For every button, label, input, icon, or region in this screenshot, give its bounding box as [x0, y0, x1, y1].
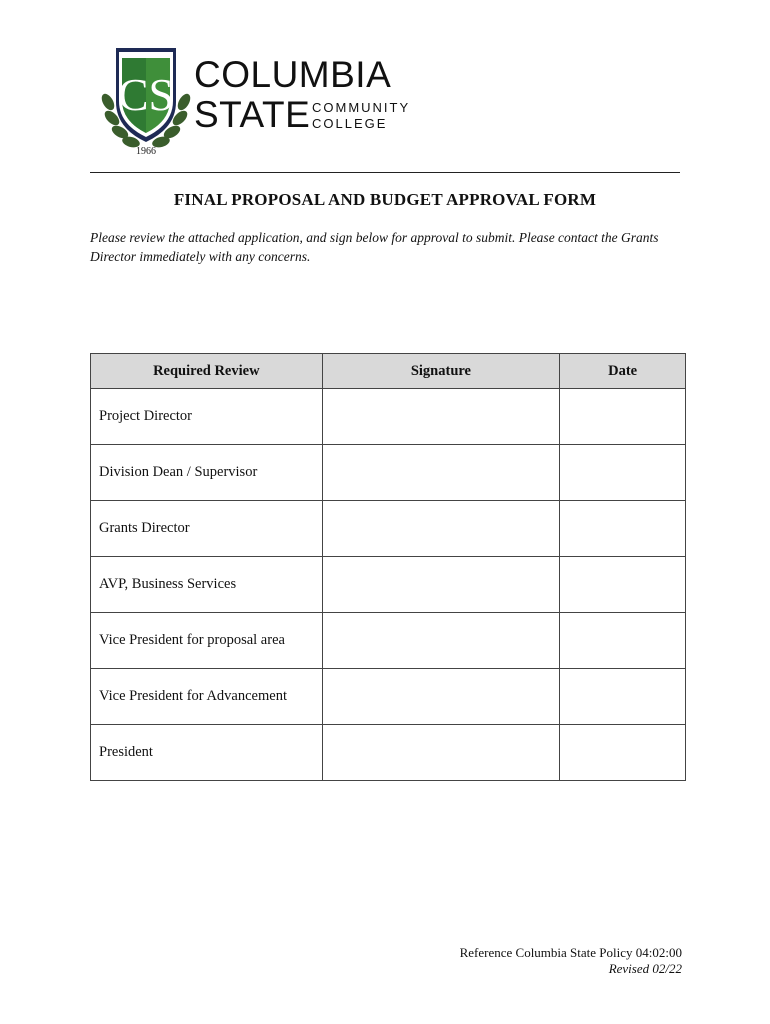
college-logo: [100, 44, 411, 162]
wordmark-college: COLLEGE: [312, 116, 388, 131]
column-header-signature: Signature: [322, 354, 560, 389]
table-row: [91, 501, 686, 557]
table-row: [91, 389, 686, 445]
shield-emblem-icon: [100, 44, 192, 162]
table-row: [91, 613, 686, 669]
signature-field[interactable]: [322, 557, 560, 613]
footer: [460, 945, 682, 977]
role-cell: AVP, Business Services: [91, 557, 323, 613]
established-year: 1966: [136, 146, 156, 157]
intro-instructions: Please review the attached application, and sign below for approval to submit. Please contact the Grants Director immediately with any concerns.: [90, 230, 659, 264]
signature-field[interactable]: [322, 501, 560, 557]
column-header-required-review: Required Review: [91, 354, 323, 389]
wordmark-state: STATE: [194, 94, 311, 135]
role-cell: President: [91, 725, 323, 781]
policy-reference: Reference Columbia State Policy 04:02:00: [459, 945, 682, 960]
signature-field[interactable]: [322, 389, 560, 445]
date-field[interactable]: [560, 389, 686, 445]
table-header-row: [91, 354, 686, 389]
wordmark-community-college: [312, 100, 410, 132]
column-header-date: Date: [560, 354, 686, 389]
date-field[interactable]: [560, 445, 686, 501]
table-row: [91, 669, 686, 725]
role-cell: Project Director: [91, 389, 323, 445]
date-field[interactable]: [560, 725, 686, 781]
approval-table: [90, 353, 686, 781]
monogram: CS: [117, 69, 175, 120]
table-row: [91, 557, 686, 613]
role-cell: Vice President for Advancement: [91, 669, 323, 725]
revision-date: Revised 02/22: [608, 961, 682, 976]
role-cell: Grants Director: [91, 501, 323, 557]
signature-field[interactable]: [322, 613, 560, 669]
signature-field[interactable]: [322, 669, 560, 725]
date-field[interactable]: [560, 557, 686, 613]
date-field[interactable]: [560, 669, 686, 725]
form-title: FINAL PROPOSAL AND BUDGET APPROVAL FORM: [173, 190, 597, 209]
date-field[interactable]: [560, 501, 686, 557]
date-field[interactable]: [560, 613, 686, 669]
wordmark-columbia: COLUMBIA: [194, 54, 392, 95]
role-cell: Division Dean / Supervisor: [91, 445, 323, 501]
signature-field[interactable]: [322, 725, 560, 781]
table-row: [91, 445, 686, 501]
role-cell: Vice President for proposal area: [91, 613, 323, 669]
header-divider: [90, 172, 680, 173]
wordmark-community: COMMUNITY: [312, 100, 411, 115]
table-row: [91, 725, 686, 781]
signature-field[interactable]: [322, 445, 560, 501]
